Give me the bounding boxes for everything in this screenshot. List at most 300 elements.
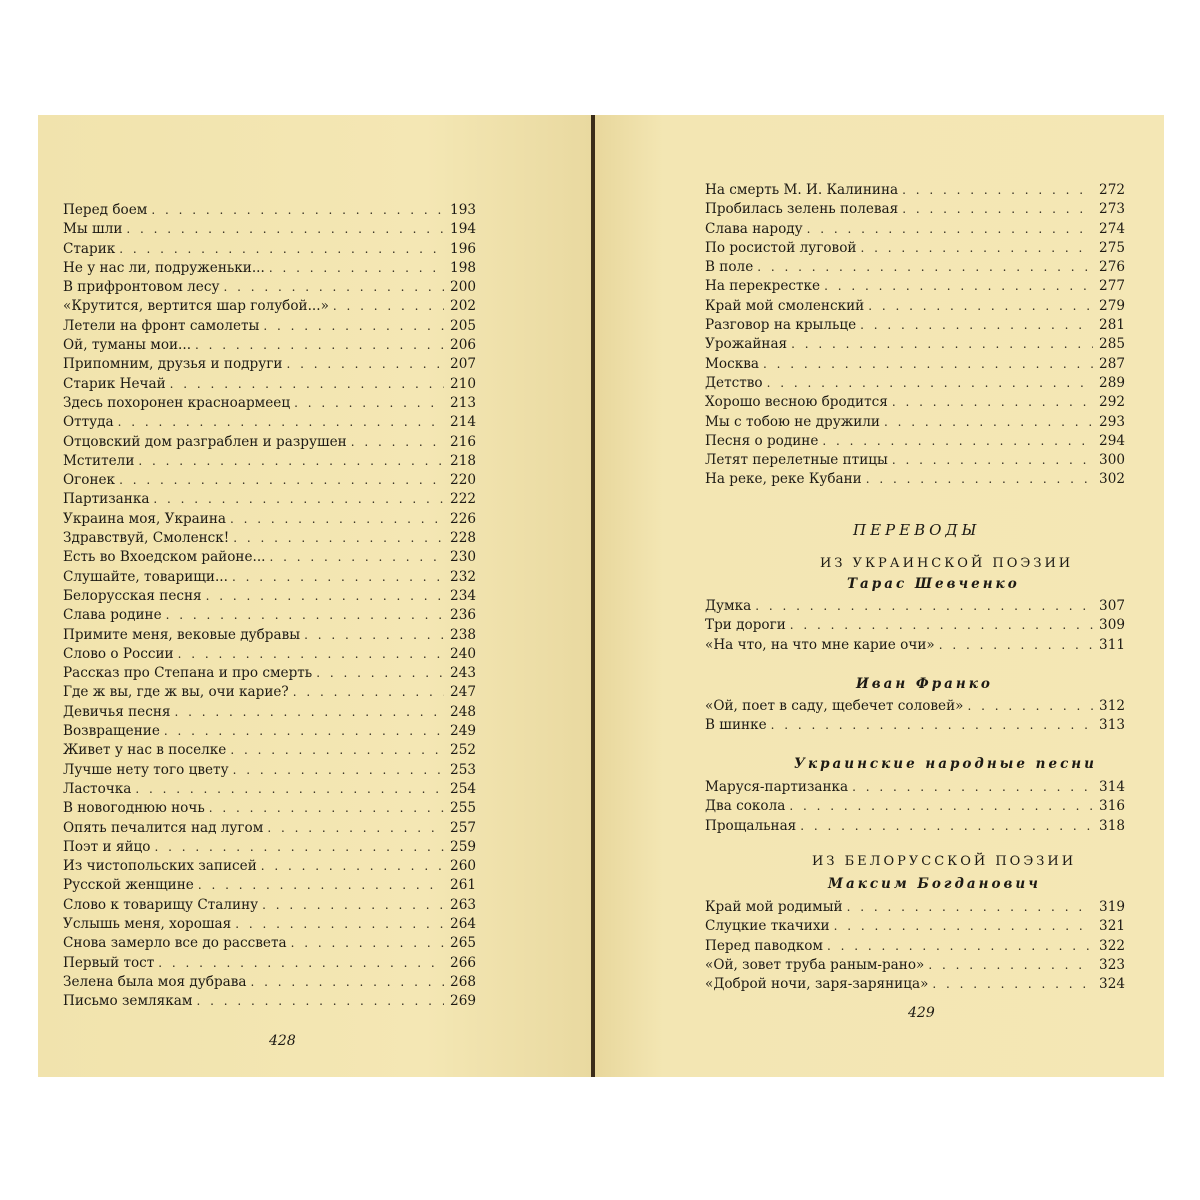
- toc-entry-page: 321: [1099, 918, 1125, 935]
- toc-entry-title: Урожайная: [705, 336, 788, 353]
- toc-entry: [705, 817, 1125, 836]
- toc-entry-page: 268: [450, 973, 476, 990]
- toc-entry-page: 196: [450, 240, 476, 257]
- toc-entry: [705, 975, 1125, 994]
- toc-entry-title: По росистой луговой: [705, 239, 857, 256]
- toc-entry: [705, 413, 1125, 432]
- toc-entry-title: Опять печалится над лугом: [63, 819, 264, 836]
- toc-entry-title: Слово о России: [63, 645, 174, 662]
- page-number-right: 429: [908, 1005, 935, 1021]
- toc-entry-page: 302: [1099, 471, 1125, 488]
- toc-entry-page: 294: [1099, 432, 1125, 449]
- dot-leader: [351, 433, 444, 452]
- dot-leader: [119, 471, 444, 490]
- toc-entry-title: Зелена была моя дубрава: [63, 973, 247, 990]
- toc-entry-title: Возвращение: [63, 723, 160, 740]
- toc-entry-page: 300: [1099, 452, 1125, 469]
- dot-leader: [884, 413, 1093, 432]
- toc-entry-title: Перед боем: [63, 202, 148, 218]
- toc-entry-title: Партизанка: [63, 491, 150, 508]
- dot-leader: [967, 697, 1093, 716]
- toc-entry: [63, 626, 476, 645]
- toc-entry: [63, 915, 476, 934]
- toc-entry-page: 232: [450, 568, 476, 585]
- toc-entry-title: Поэт и яйцо: [63, 838, 151, 855]
- toc-entry-page: 218: [450, 452, 476, 469]
- toc-entry: [705, 616, 1125, 635]
- toc-entry-title: Слушайте, товарищи...: [63, 568, 228, 585]
- dot-leader: [860, 316, 1093, 335]
- toc-entry-page: 309: [1099, 617, 1125, 634]
- toc-entry-title: Старик Нечай: [63, 375, 166, 392]
- toc-entry-page: 324: [1099, 976, 1125, 993]
- toc-shevchenko: [705, 597, 1125, 655]
- author-heading-bogdanovich: Максим Богданович: [828, 876, 1041, 892]
- toc-entry-title: Пробилась зелень полевая: [705, 201, 899, 218]
- toc-entry: [705, 220, 1125, 239]
- dot-leader: [824, 277, 1093, 296]
- toc-entry-page: 285: [1099, 336, 1125, 353]
- toc-entry-page: 261: [450, 877, 476, 894]
- dot-leader: [261, 857, 444, 876]
- toc-entry: [63, 548, 476, 567]
- dot-leader: [233, 761, 444, 780]
- toc-entry-title: Мы с тобою не дружили: [705, 413, 880, 430]
- toc-entry-title: Где ж вы, где ж вы, очи карие?: [63, 684, 289, 701]
- dot-leader: [866, 470, 1093, 489]
- toc-entry-page: 206: [450, 337, 476, 354]
- toc-entry-page: 289: [1099, 374, 1125, 391]
- dot-leader: [293, 683, 444, 702]
- toc-entry: [63, 838, 476, 857]
- toc-entry: [705, 393, 1125, 412]
- toc-entry-title: Примите меня, вековые дубравы: [63, 626, 301, 643]
- toc-entry-page: 249: [450, 723, 476, 740]
- toc-entry-title: В новогоднюю ночь: [63, 800, 205, 817]
- toc-entry: [705, 778, 1125, 797]
- toc-entry-page: 194: [450, 221, 476, 238]
- toc-entry-page: 322: [1099, 937, 1125, 954]
- dot-leader: [902, 200, 1093, 219]
- toc-entry: [63, 606, 476, 625]
- dot-leader: [158, 954, 444, 973]
- toc-entry-title: Живет у нас в поселке: [63, 742, 227, 759]
- toc-entry-title: На реке, реке Кубани: [705, 471, 862, 488]
- toc-entry-page: 236: [450, 607, 476, 624]
- toc-entry: [705, 898, 1125, 917]
- toc-entry-page: 272: [1099, 182, 1125, 198]
- toc-entry-page: 202: [450, 298, 476, 315]
- author-heading-shevchenko: Тарас Шевченко: [847, 576, 1020, 592]
- dot-leader: [170, 375, 444, 394]
- dot-leader: [269, 259, 444, 278]
- toc-entry-page: 259: [450, 838, 476, 855]
- toc-entry: [63, 452, 476, 471]
- toc-entry: [705, 451, 1125, 470]
- dot-leader: [800, 817, 1093, 836]
- toc-entry-title: Слава родине: [63, 607, 162, 624]
- toc-entry-page: 234: [450, 587, 476, 604]
- dot-leader: [333, 297, 444, 316]
- dot-leader: [126, 220, 444, 239]
- toc-entry-title: В прифронтовом лесу: [63, 279, 220, 296]
- toc-entry-title: Огонек: [63, 472, 116, 489]
- toc-entry-page: 253: [450, 761, 476, 778]
- dot-leader: [291, 934, 444, 953]
- dot-leader: [138, 452, 444, 471]
- toc-entry: [705, 797, 1125, 816]
- toc-entry: [63, 780, 476, 799]
- toc-entry-page: 273: [1099, 201, 1125, 218]
- dot-leader: [263, 317, 444, 336]
- toc-bogdanovich: [705, 898, 1125, 994]
- dot-leader: [262, 896, 444, 915]
- toc-entry-page: 213: [450, 394, 476, 411]
- dot-leader: [852, 778, 1093, 797]
- toc-entry-title: Песня о родине: [705, 432, 819, 449]
- dot-leader: [270, 548, 445, 567]
- dot-leader: [827, 937, 1093, 956]
- toc-entry-title: Мстители: [63, 452, 135, 469]
- dot-leader: [847, 898, 1093, 917]
- toc-entry-title: Мы шли: [63, 221, 123, 238]
- toc-entry: [63, 278, 476, 297]
- dot-leader: [294, 394, 444, 413]
- toc-entry-page: 193: [450, 202, 476, 218]
- toc-entry-title: Письмо землякам: [63, 993, 193, 1010]
- toc-entry-page: 240: [450, 645, 476, 662]
- toc-entry-title: Хорошо весною бродится: [705, 394, 888, 411]
- dot-leader: [166, 606, 444, 625]
- toc-entry-page: 200: [450, 279, 476, 296]
- dot-leader: [860, 239, 1093, 258]
- dot-leader: [902, 181, 1093, 200]
- toc-entry-title: Детство: [705, 374, 763, 391]
- toc-entry-title: Снова замерло все до рассвета: [63, 935, 287, 952]
- dot-leader: [932, 975, 1093, 994]
- dot-leader: [230, 741, 444, 760]
- dot-leader: [164, 722, 444, 741]
- toc-entry: [63, 934, 476, 953]
- dot-leader: [790, 616, 1093, 635]
- toc-entry-title: В шинке: [705, 717, 767, 734]
- dot-leader: [232, 568, 444, 587]
- toc-entry-page: 314: [1099, 779, 1125, 795]
- toc-entry-page: 316: [1099, 798, 1125, 815]
- dot-leader: [154, 838, 444, 857]
- toc-entry: [63, 876, 476, 895]
- dot-leader: [807, 220, 1093, 239]
- toc-entry: [63, 973, 476, 992]
- toc-entry-page: 269: [450, 993, 476, 1010]
- dot-leader: [267, 819, 444, 838]
- toc-entry-title: Маруся-партизанка: [705, 779, 849, 795]
- toc-entry: [63, 240, 476, 259]
- toc-entry: [705, 200, 1125, 219]
- toc-entry: [63, 433, 476, 452]
- toc-entry: [63, 703, 476, 722]
- dot-leader: [251, 973, 444, 992]
- toc-entry-page: 275: [1099, 239, 1125, 256]
- toc-entry-title: Летят перелетные птицы: [705, 452, 888, 469]
- toc-entry-title: Услышь меня, хорошая: [63, 915, 232, 932]
- toc-entry-page: 287: [1099, 355, 1125, 372]
- toc-entry-title: Край мой родимый: [705, 899, 843, 915]
- toc-entry-page: 243: [450, 665, 476, 682]
- toc-left: [63, 201, 476, 1011]
- toc-entry: [705, 355, 1125, 374]
- toc-entry-page: 205: [450, 317, 476, 334]
- toc-entry: [63, 799, 476, 818]
- toc-entry-title: Старик: [63, 240, 116, 257]
- toc-entry: [63, 857, 476, 876]
- toc-entry-page: 254: [450, 780, 476, 797]
- toc-entry-title: Есть во Вхоедском районе...: [63, 549, 266, 566]
- toc-entry: [63, 336, 476, 355]
- toc-entry-title: Здравствуй, Смоленск!: [63, 530, 230, 547]
- toc-entry-title: Перед паводком: [705, 937, 823, 954]
- toc-entry-title: Разговор на крыльце: [705, 317, 857, 334]
- toc-entry-title: Слово к товарищу Сталину: [63, 896, 259, 913]
- toc-entry: [63, 529, 476, 548]
- toc-entry-title: Слава народу: [705, 220, 803, 237]
- dot-leader: [118, 413, 444, 432]
- toc-entry: [63, 355, 476, 374]
- dot-leader: [304, 626, 444, 645]
- dot-leader: [939, 636, 1093, 655]
- dot-leader: [791, 335, 1093, 354]
- toc-entry-title: Три дороги: [705, 617, 786, 634]
- right-page: [595, 115, 1164, 1077]
- toc-entry-page: 274: [1099, 220, 1125, 237]
- toc-entry: [705, 917, 1125, 936]
- toc-entry: [63, 664, 476, 683]
- toc-entry-title: Летели на фронт самолеты: [63, 317, 260, 334]
- toc-entry-title: Украина моя, Украина: [63, 510, 226, 527]
- toc-entry-page: 252: [450, 742, 476, 759]
- dot-leader: [223, 278, 444, 297]
- toc-entry-title: «На что, на что мне карие очи»: [705, 636, 935, 653]
- toc-entry-title: Здесь похоронен красноармеец: [63, 394, 291, 411]
- toc-entry: [705, 181, 1125, 200]
- toc-entry-page: 207: [450, 356, 476, 373]
- toc-entry: [63, 992, 476, 1011]
- dot-leader: [757, 258, 1093, 277]
- toc-entry-page: 263: [450, 896, 476, 913]
- toc-entry-title: Думка: [705, 598, 752, 614]
- toc-entry-title: Ласточка: [63, 780, 132, 797]
- toc-entry: [705, 277, 1125, 296]
- toc-entry: [63, 201, 476, 220]
- toc-entry: [705, 432, 1125, 451]
- belarusian-section-heading: ИЗ БЕЛОРУССКОЙ ПОЭЗИИ: [812, 854, 1077, 869]
- toc-folk-songs: [705, 778, 1125, 836]
- toc-entry-page: 264: [450, 915, 476, 932]
- toc-entry: [705, 636, 1125, 655]
- toc-entry-page: 228: [450, 530, 476, 547]
- toc-entry-title: Первый тост: [63, 954, 155, 971]
- dot-leader: [928, 956, 1093, 975]
- dot-leader: [230, 510, 444, 529]
- toc-entry-title: Ой, туманы мои...: [63, 337, 192, 354]
- dot-leader: [209, 799, 444, 818]
- toc-entry-title: «Доброй ночи, заря-заряница»: [705, 976, 929, 993]
- toc-entry-title: На смерть М. И. Калинина: [705, 182, 899, 198]
- dot-leader: [235, 915, 444, 934]
- toc-entry: [63, 394, 476, 413]
- dot-leader: [198, 876, 444, 895]
- ukrainian-section-heading: ИЗ УКРАИНСКОЙ ПОЭЗИИ: [820, 556, 1074, 571]
- dot-leader: [206, 587, 444, 606]
- left-page: [38, 115, 591, 1077]
- dot-leader: [119, 240, 444, 259]
- toc-entry: [63, 683, 476, 702]
- toc-entry: [63, 317, 476, 336]
- toc-entry-page: 277: [1099, 278, 1125, 295]
- dot-leader: [822, 432, 1093, 451]
- toc-entry-title: Москва: [705, 355, 759, 372]
- dot-leader: [196, 992, 444, 1011]
- dot-leader: [892, 393, 1093, 412]
- toc-entry-page: 276: [1099, 259, 1125, 276]
- toc-entry: [63, 297, 476, 316]
- dot-leader: [195, 336, 444, 355]
- dot-leader: [771, 716, 1093, 735]
- toc-entry-page: 312: [1099, 698, 1125, 714]
- dot-leader: [789, 797, 1093, 816]
- dot-leader: [868, 297, 1093, 316]
- toc-entry: [63, 741, 476, 760]
- toc-entry-title: Прощальная: [705, 817, 797, 834]
- toc-entry: [705, 697, 1125, 716]
- dot-leader: [834, 917, 1093, 936]
- toc-entry-title: Лучше нету того цвету: [63, 761, 229, 778]
- toc-entry-title: «Крутится, вертится шар голубой...»: [63, 298, 329, 315]
- toc-entry: [63, 259, 476, 278]
- toc-entry-page: 260: [450, 858, 476, 875]
- toc-entry: [705, 716, 1125, 735]
- toc-entry-title: Отцовский дом разграблен и разрушен: [63, 433, 347, 450]
- toc-entry-title: Два сокола: [705, 798, 786, 815]
- toc-entry: [705, 335, 1125, 354]
- dot-leader: [151, 201, 444, 220]
- toc-entry: [63, 722, 476, 741]
- toc-entry: [63, 471, 476, 490]
- dot-leader: [767, 374, 1093, 393]
- toc-entry: [705, 937, 1125, 956]
- toc-entry: [705, 956, 1125, 975]
- toc-entry-page: 265: [450, 935, 476, 952]
- toc-entry-page: 226: [450, 510, 476, 527]
- dot-leader: [233, 529, 444, 548]
- toc-entry-page: 319: [1099, 899, 1125, 915]
- dot-leader: [755, 597, 1093, 616]
- dot-leader: [153, 490, 444, 509]
- toc-entry: [63, 896, 476, 915]
- toc-entry: [63, 490, 476, 509]
- author-heading-folk-songs: Украинские народные песни: [794, 756, 1097, 772]
- dot-leader: [178, 645, 444, 664]
- toc-entry-title: На перекрестке: [705, 278, 821, 295]
- toc-entry-title: Белорусская песня: [63, 587, 202, 604]
- toc-entry-page: 323: [1099, 956, 1125, 973]
- toc-entry-page: 222: [450, 491, 476, 508]
- toc-entry-page: 214: [450, 414, 476, 431]
- toc-entry: [63, 761, 476, 780]
- toc-entry: [705, 239, 1125, 258]
- toc-entry-title: Рассказ про Степана и про смерть: [63, 665, 313, 682]
- toc-entry-page: 230: [450, 549, 476, 566]
- toc-entry: [705, 258, 1125, 277]
- book-spread: [38, 115, 1164, 1077]
- toc-entry-title: Девичья песня: [63, 703, 171, 720]
- toc-franko: [705, 697, 1125, 736]
- toc-entry-title: «Ой, поет в саду, щебечет соловей»: [705, 698, 964, 714]
- dot-leader: [763, 355, 1093, 374]
- toc-entry-page: 279: [1099, 297, 1125, 314]
- toc-entry-page: 318: [1099, 817, 1125, 834]
- toc-entry-page: 292: [1099, 394, 1125, 411]
- toc-entry-page: 257: [450, 819, 476, 836]
- toc-entry: [63, 375, 476, 394]
- toc-entry: [63, 819, 476, 838]
- toc-entry-page: 313: [1099, 717, 1125, 734]
- toc-entry-page: 248: [450, 703, 476, 720]
- toc-entry: [705, 297, 1125, 316]
- toc-entry-page: 293: [1099, 413, 1125, 430]
- dot-leader: [174, 703, 444, 722]
- toc-entry: [63, 413, 476, 432]
- toc-entry: [63, 220, 476, 239]
- toc-right-main: [705, 181, 1125, 490]
- toc-entry-page: 311: [1099, 636, 1125, 653]
- toc-entry-title: Край мой смоленский: [705, 297, 865, 314]
- author-heading-franko: Иван Франко: [856, 676, 993, 692]
- toc-entry-page: 307: [1099, 598, 1125, 614]
- dot-leader: [135, 780, 444, 799]
- toc-entry-title: Припомним, друзья и подруги: [63, 356, 283, 373]
- toc-entry-page: 255: [450, 800, 476, 817]
- toc-entry: [705, 316, 1125, 335]
- toc-entry-page: 266: [450, 954, 476, 971]
- toc-entry-title: Из чистопольских записей: [63, 858, 257, 875]
- toc-entry: [63, 587, 476, 606]
- page-number-left: 428: [269, 1033, 296, 1049]
- toc-entry-page: 220: [450, 472, 476, 489]
- toc-entry-page: 216: [450, 433, 476, 450]
- toc-entry: [63, 510, 476, 529]
- toc-entry: [63, 645, 476, 664]
- toc-entry-title: Русской женщине: [63, 877, 194, 894]
- toc-entry: [705, 470, 1125, 489]
- toc-entry-page: 281: [1099, 317, 1125, 334]
- dot-leader: [286, 355, 444, 374]
- toc-entry-page: 198: [450, 259, 476, 276]
- toc-entry-title: В поле: [705, 259, 754, 276]
- toc-entry-page: 210: [450, 375, 476, 392]
- toc-entry-title: Слуцкие ткачихи: [705, 918, 830, 935]
- toc-entry-title: Оттуда: [63, 414, 114, 431]
- dot-leader: [316, 664, 444, 683]
- dot-leader: [892, 451, 1093, 470]
- toc-entry-title: Не у нас ли, подруженьки...: [63, 259, 265, 276]
- toc-entry-page: 247: [450, 684, 476, 701]
- toc-entry: [63, 568, 476, 587]
- toc-entry: [705, 597, 1125, 616]
- toc-entry-title: «Ой, зовет труба раным-рано»: [705, 956, 925, 973]
- toc-entry: [63, 954, 476, 973]
- translations-heading: ПЕРЕВОДЫ: [853, 521, 981, 539]
